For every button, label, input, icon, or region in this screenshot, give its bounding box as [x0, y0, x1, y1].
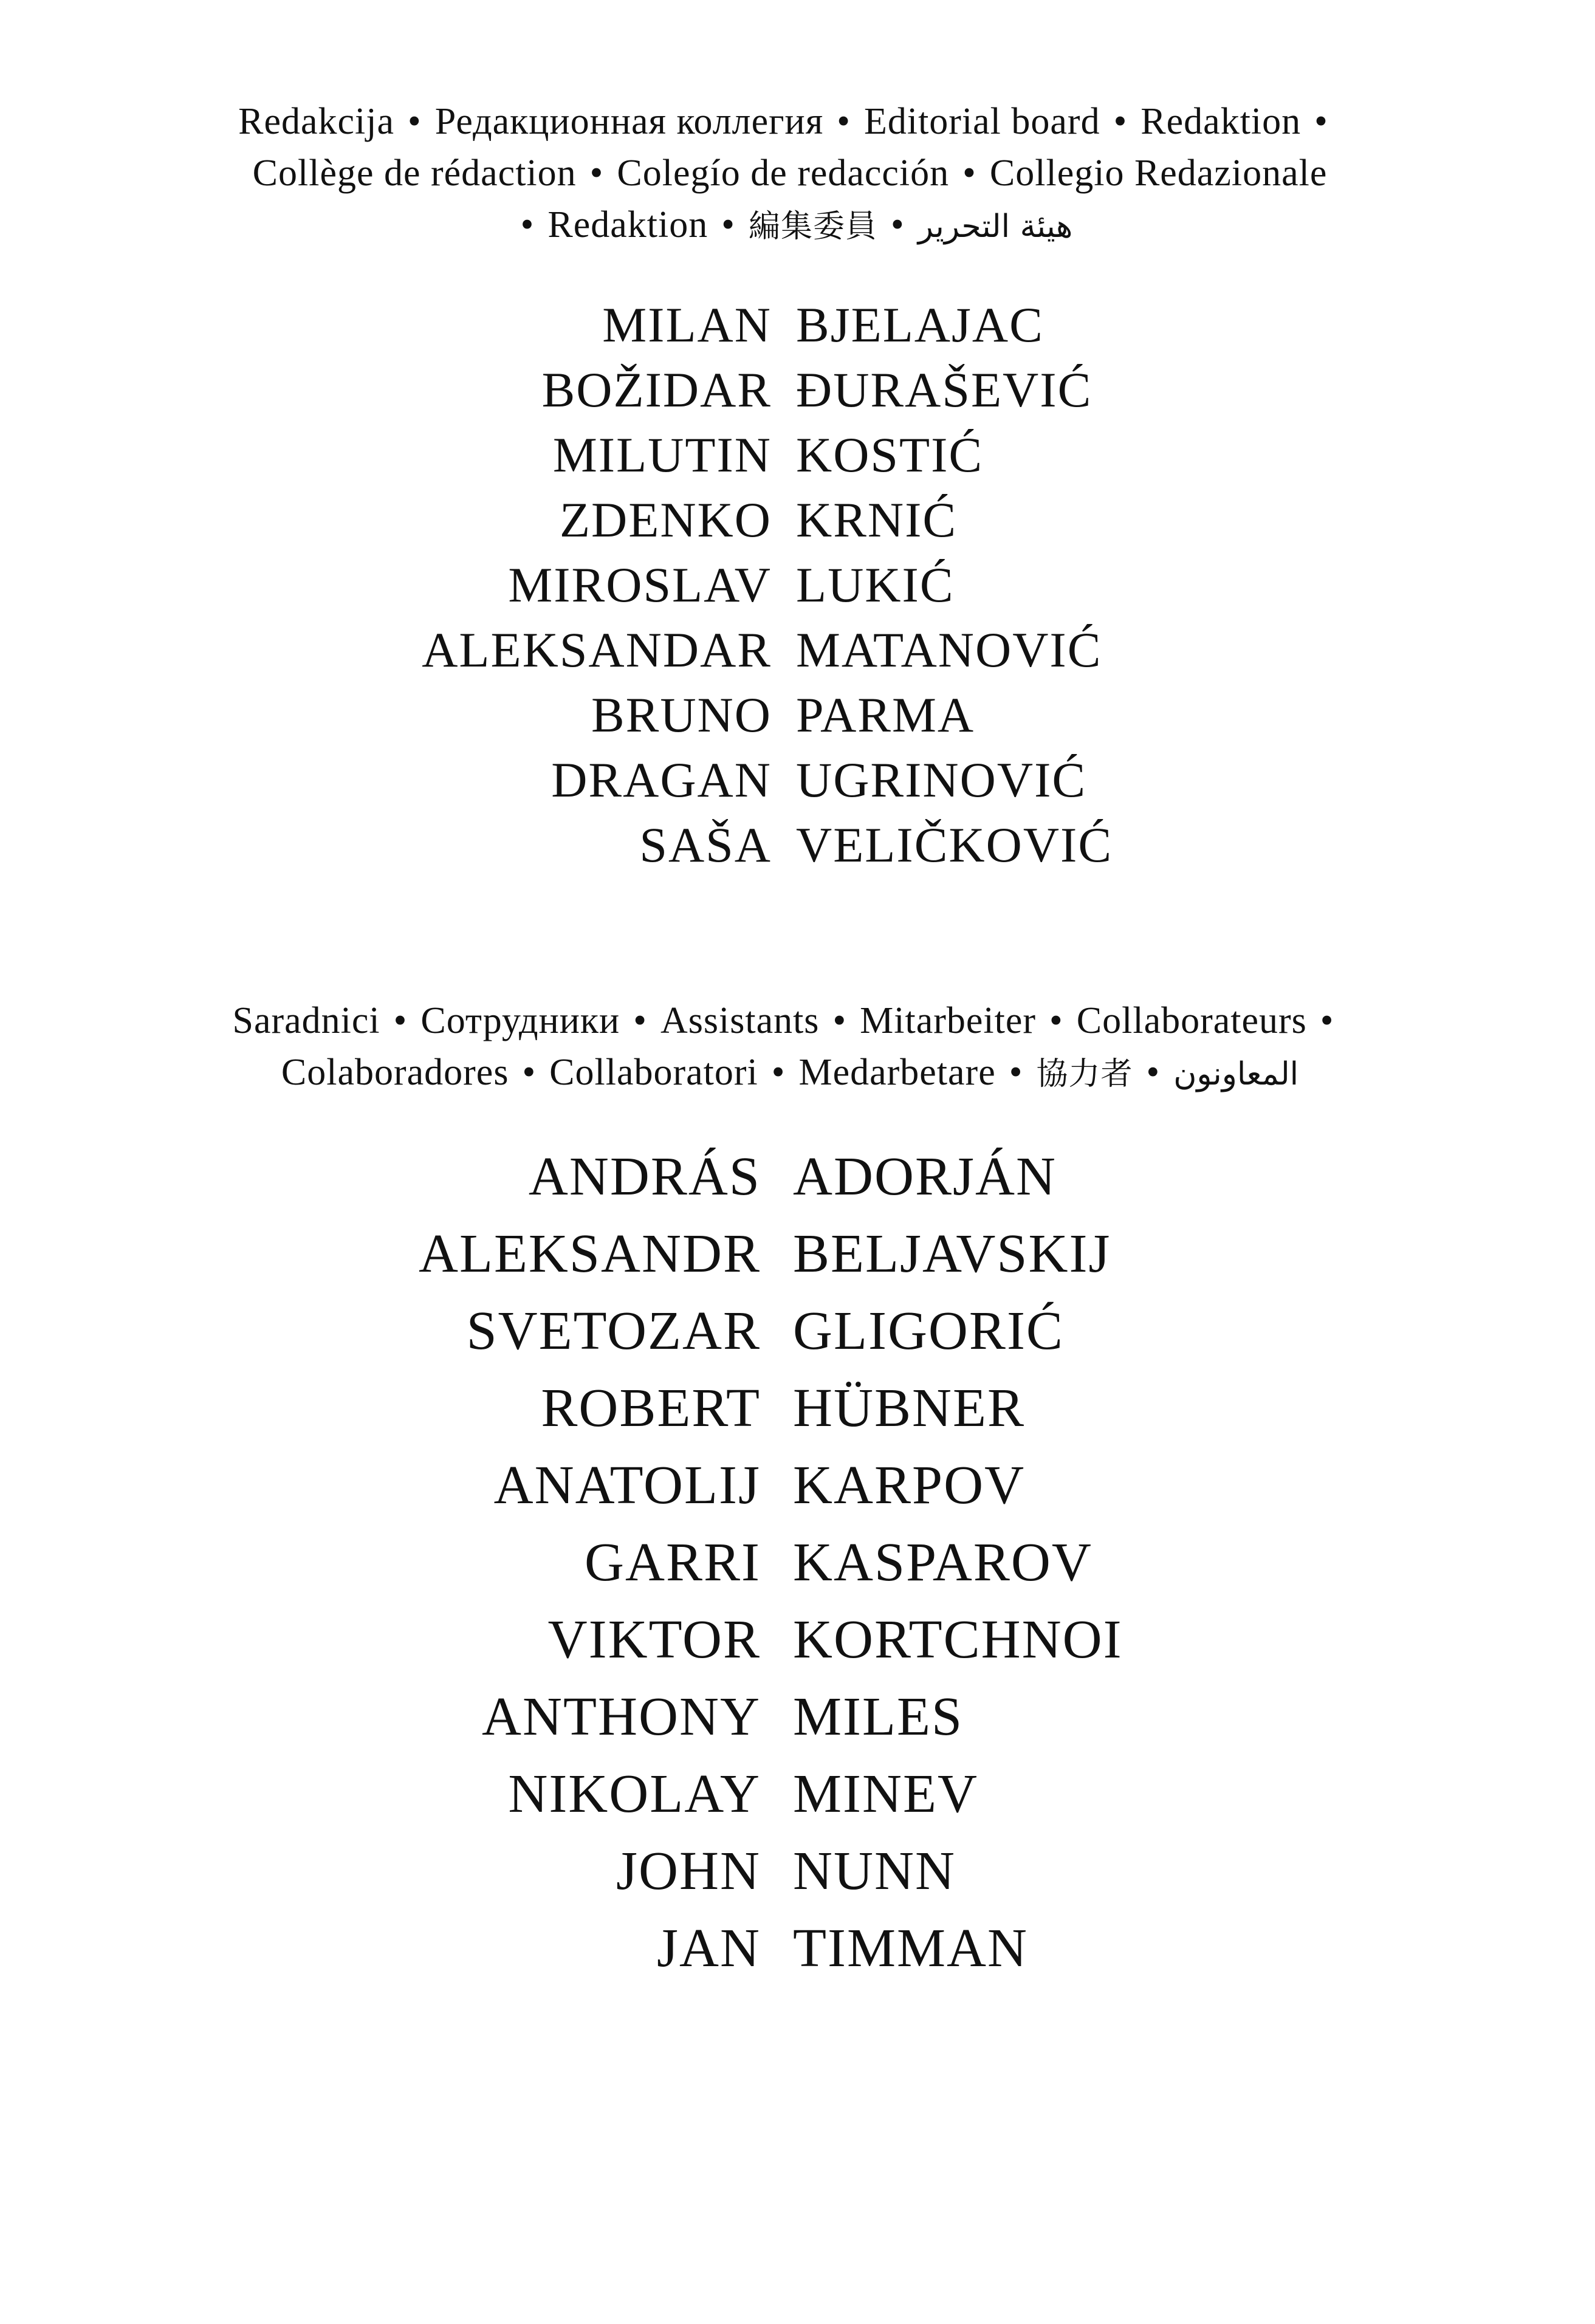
last-name: ĐURAŠEVIĆ: [796, 362, 1092, 417]
heading-term-arabic: هيئة التحرير: [918, 208, 1073, 245]
heading-line: Saradnici • Сотрудники • Assistants • Mitarbeiter • Collaborateurs •: [232, 1000, 1334, 1041]
heading-term-japanese: 協力者: [1036, 1056, 1133, 1092]
last-name: PARMA: [796, 687, 975, 742]
first-name: ZDENKO: [559, 492, 772, 547]
name-row: [0, 1531, 1595, 1608]
heading-term: Medarbetare: [798, 1052, 996, 1093]
last-name: GLIGORIĆ: [793, 1301, 1064, 1361]
first-name: ANATOLIJ: [493, 1455, 761, 1515]
name-row: [0, 362, 1595, 427]
first-name: VIKTOR: [547, 1609, 761, 1670]
heading-term: Collegio Redazionale: [989, 153, 1328, 194]
first-name: MILAN: [602, 297, 772, 352]
last-name: HÜBNER: [793, 1378, 1026, 1438]
last-name: BJELAJAC: [796, 297, 1044, 352]
last-name: ADORJÁN: [793, 1147, 1057, 1207]
name-row: [0, 1840, 1595, 1917]
first-name: MIROSLAV: [508, 557, 772, 612]
name-row: [0, 427, 1595, 492]
name-row: [0, 752, 1595, 817]
last-name: VELIČKOVIĆ: [796, 817, 1113, 872]
heading-term: Colaboradores: [281, 1052, 509, 1093]
name-row: [0, 817, 1595, 882]
heading-line: Redakcija • Редакционная коллегия • Editorial board • Redaktion •: [238, 101, 1328, 142]
name-row: [0, 687, 1595, 752]
last-name: MATANOVIĆ: [796, 622, 1102, 677]
heading-term: Colegío de redacción: [617, 153, 950, 194]
heading-term: Collège de rédaction: [252, 153, 577, 194]
last-name: KARPOV: [793, 1455, 1026, 1515]
last-name: BELJAVSKIJ: [793, 1224, 1111, 1284]
first-name: ANTHONY: [482, 1687, 761, 1747]
first-name: DRAGAN: [551, 752, 772, 807]
last-name: KRNIĆ: [796, 492, 958, 547]
first-name: GARRI: [584, 1532, 761, 1592]
name-row: [0, 622, 1595, 687]
last-name: MILES: [793, 1687, 963, 1747]
name-row: [0, 1763, 1595, 1840]
heading-term: Editorial board: [863, 101, 1100, 142]
name-row: [0, 1685, 1595, 1763]
assistants-heading: [122, 995, 1458, 1100]
heading-term: Redaktion: [1141, 101, 1302, 142]
last-name: KOSTIĆ: [796, 427, 984, 482]
heading-line: • Redaktion • 編集委員 • هيئة التحرير: [520, 204, 1073, 245]
name-row: [0, 492, 1595, 557]
editorial-board-heading: [122, 96, 1458, 253]
heading-line: Collège de rédaction • Colegío de redacción • Collegio Redazionale: [252, 153, 1328, 194]
first-name: NIKOLAY: [508, 1764, 761, 1824]
heading-term: Redakcija: [238, 101, 395, 142]
first-name: BRUNO: [591, 687, 772, 742]
last-name: TIMMAN: [793, 1918, 1028, 1978]
name-row: [0, 1145, 1595, 1222]
heading-term: Collaboratori: [549, 1052, 758, 1093]
heading-term-arabic: المعاونون: [1173, 1056, 1299, 1092]
heading-line: Colaboradores • Collaboratori • Medarbetare • 協力者 • المعاونون: [281, 1052, 1299, 1093]
heading-term: Redaktion: [547, 204, 708, 245]
heading-term: Редакционная коллегия: [434, 101, 824, 142]
name-row: [0, 1454, 1595, 1531]
heading-term: Сотрудники: [420, 1000, 620, 1041]
last-name: KORTCHNOI: [793, 1609, 1123, 1670]
name-row: [0, 296, 1595, 362]
first-name: ALEKSANDR: [418, 1224, 761, 1284]
heading-term: Mitarbeiter: [860, 1000, 1037, 1041]
heading-term: Collaborateurs: [1076, 1000, 1307, 1041]
name-row: [0, 1608, 1595, 1685]
name-row: [0, 1377, 1595, 1454]
last-name: MINEV: [793, 1764, 978, 1824]
first-name: SVETOZAR: [466, 1301, 761, 1361]
last-name: NUNN: [793, 1841, 956, 1901]
name-row: [0, 1917, 1595, 1994]
first-name: JOHN: [616, 1841, 761, 1901]
last-name: LUKIĆ: [796, 557, 955, 612]
first-name: JAN: [656, 1918, 761, 1978]
first-name: ALEKSANDAR: [422, 622, 772, 677]
first-name: SAŠA: [639, 817, 772, 872]
heading-term-japanese: 編集委員: [748, 208, 877, 245]
heading-term: Assistants: [660, 1000, 820, 1041]
heading-term: Saradnici: [232, 1000, 380, 1041]
first-name: BOŽIDAR: [541, 362, 772, 417]
last-name: KASPAROV: [793, 1532, 1092, 1592]
name-row: [0, 1300, 1595, 1377]
first-name: ROBERT: [541, 1378, 761, 1438]
name-row: [0, 1222, 1595, 1300]
first-name: ANDRÁS: [528, 1147, 761, 1207]
first-name: MILUTIN: [552, 427, 772, 482]
name-row: [0, 557, 1595, 622]
last-name: UGRINOVIĆ: [796, 752, 1087, 807]
